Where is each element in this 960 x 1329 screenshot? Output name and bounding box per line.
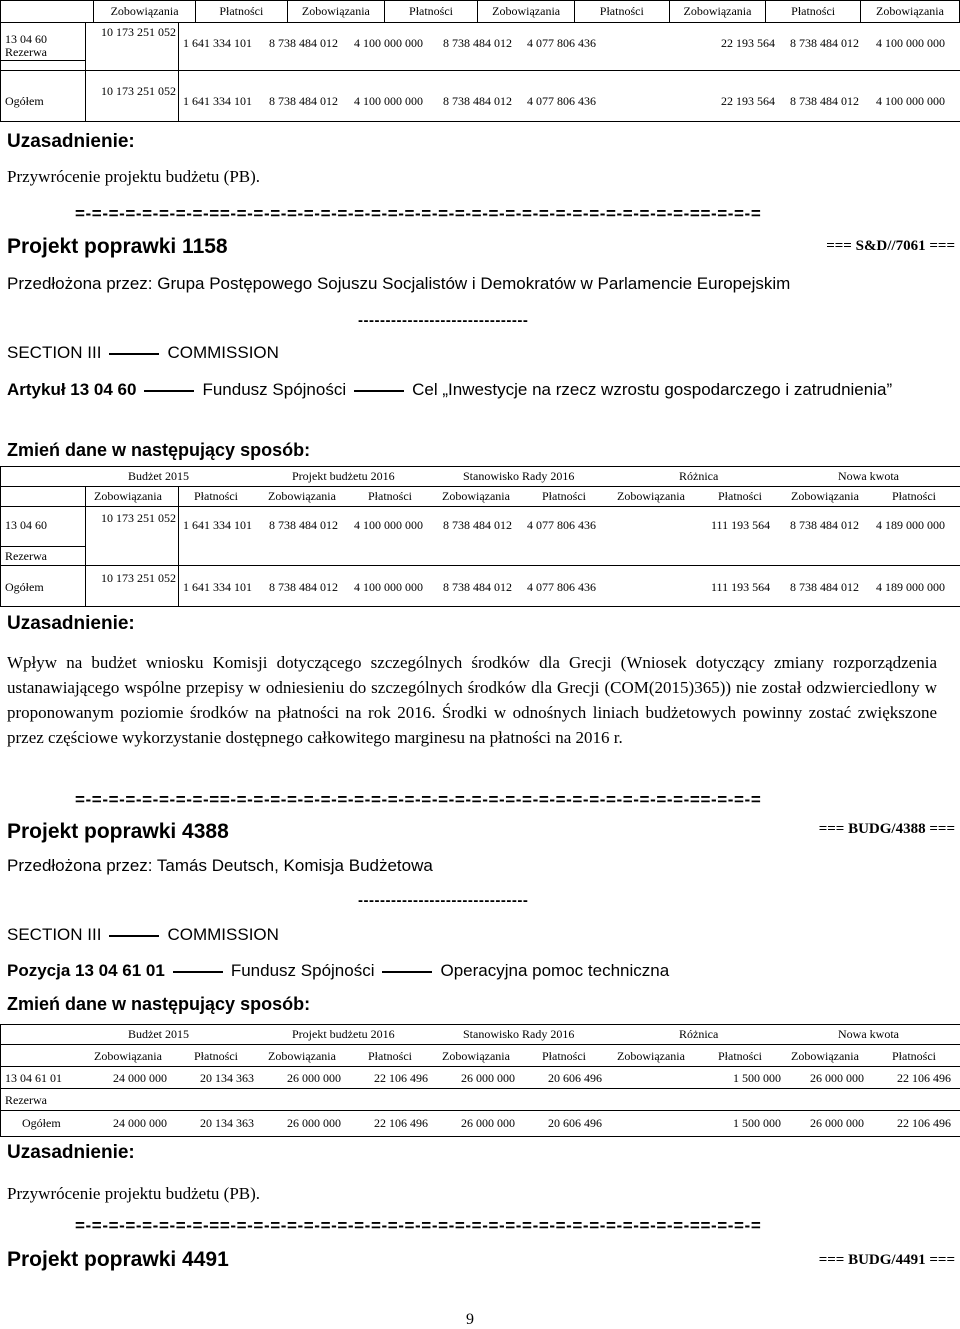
separator: =-=-=-=-=-=-=-=-==-=-=-=-=-=-=-=-=-=-=-=-=-=-=-=-=-=-=-=-=-=-=-=-=-=-=-=-==-=-=-= [75,790,762,809]
cell: 26 000 000 [287,1071,341,1085]
submitted-by: Przedłożona przez: Grupa Postępowego Sojuszu Socjalistów i Demokratów w Parlamencie Europejskim [7,274,791,293]
amendment-reference: === BUDG/4491 === [818,1252,955,1268]
change-instruction: Zmień dane w następujący sposób: [7,440,311,460]
cell: 20 606 496 [548,1116,602,1130]
col-header: Zobowiązania [442,489,510,503]
reserve-label: Rezerwa [5,45,47,59]
cell: 111 193 564 [711,580,771,594]
col-header: Płatności [892,489,936,503]
col-header: Zobowiązania [268,489,336,503]
amendment-reference: === S&D//7061 === [826,238,955,254]
col-header: Zobowiązania [442,1049,510,1063]
top-budget-table [0,0,960,23]
cell: 4 189 000 000 [876,518,945,532]
cell: 8 738 484 012 [790,94,859,108]
justification-heading: Uzasadnienie: [7,613,135,634]
amendment-reference: === BUDG/4388 === [818,821,955,837]
section-line [7,925,279,945]
cell: 8 738 484 012 [269,36,338,50]
cell: 26 000 000 [810,1116,864,1130]
group-header: Budżet 2015 [128,469,189,483]
col-header: Zobowiązania [94,1049,162,1063]
cell: 22 193 564 [721,36,775,50]
cell: 4 100 000 000 [876,94,945,108]
dash-line: ------------------------------- [358,892,529,909]
row-label: 13 04 60 [5,518,47,532]
section-number: SECTION III [7,343,102,362]
group-header: Nowa kwota [838,469,899,483]
group-header: Stanowisko Rady 2016 [463,1027,575,1041]
cell: 26 000 000 [461,1116,515,1130]
cell: 22 106 496 [374,1071,428,1085]
col-header: Zobowiązania [669,1,766,23]
row-label: 13 04 61 01 [5,1071,62,1085]
reserve-label: Rezerwa [5,549,47,563]
cell: 4 100 000 000 [876,36,945,50]
cell: 26 000 000 [810,1071,864,1085]
page-number: 9 [466,1311,474,1328]
col-header: Płatności [195,1,287,23]
cell: 4 077 806 436 [527,94,596,108]
group-header: Różnica [679,1027,719,1041]
group-header: Stanowisko Rady 2016 [463,469,575,483]
cell: 4 077 806 436 [527,580,596,594]
position-number: Pozycja 13 04 61 01 [7,961,165,980]
justification-heading: Uzasadnienie: [7,1142,135,1163]
justification-text: Wpływ na budżet wniosku Komisji dotyczącego szczególnych środków dla Grecji (Wniosek dotyczący zmiany rozporządzenia ustanawiającego wspólne przepisy w odniesieniu do szczególnych środków dla Grecji (COM(2015)365)) nie został odzwierciedlony w proponowanym poziomie środków na płatności na rok 2016. Środki w odnośnych liniach budżetowych powinny zostać zwiększone przez częściowe wykorzystanie dostępnego całkowitego marginesu na płatności na 2016 r. [7,653,937,747]
col-header: Płatności [194,1049,238,1063]
col-header: Płatności [575,1,670,23]
cell: 20 134 363 [200,1116,254,1130]
col-header: Płatności [368,489,412,503]
cell: 20 606 496 [548,1071,602,1085]
col-header: Płatności [542,1049,586,1063]
cell: 26 000 000 [461,1071,515,1085]
cell: 4 100 000 000 [354,36,423,50]
article-number: Artykuł 13 04 60 [7,380,137,399]
cell: 8 738 484 012 [443,518,512,532]
col-header: Zobowiązania [268,1049,336,1063]
cell: 22 106 496 [897,1116,951,1130]
col-header: Płatności [542,489,586,503]
col-header: Płatności [892,1049,936,1063]
cell: 111 193 564 [711,518,771,532]
section-number: SECTION III [7,925,102,944]
article-title-1: Fundusz Spójności [202,380,347,399]
change-instruction: Zmień dane w następujący sposób: [7,994,311,1014]
article-title-2: Cel „Inwestycje na rzecz wzrostu gospodarczego i zatrudnienia” [412,380,893,399]
total-label: Ogółem [5,580,44,594]
cell: 8 738 484 012 [443,36,512,50]
reserve-label: Rezerwa [5,1093,47,1107]
total-label: Ogółem [22,1116,61,1130]
group-header: Projekt budżetu 2016 [292,1027,395,1041]
cell: 4 100 000 000 [354,518,423,532]
cell: 1 500 000 [733,1071,781,1085]
budget-table-4388 [0,1024,960,1136]
dash-line: ------------------------------- [358,312,529,329]
total-label: Ogółem [5,94,44,108]
col-header: Zobowiązania [94,489,162,503]
col-header: Płatności [718,489,762,503]
cell: 24 000 000 [113,1116,167,1130]
justification-text: Przywrócenie projektu budżetu (PB). [7,1184,261,1203]
budget-code: 10 173 251 052 [101,511,176,525]
position-line [7,961,669,981]
cell: 20 134 363 [200,1071,254,1085]
cell: 24 000 000 [113,1071,167,1085]
section-name: COMMISSION [167,343,279,362]
col-header: Zobowiązania [791,1049,859,1063]
justification-heading: Uzasadnienie: [7,131,135,152]
budget-code: 10 173 251 052 [101,571,176,585]
group-header: Projekt budżetu 2016 [292,469,395,483]
col-header: Zobowiązania [860,1,959,23]
section-name: COMMISSION [167,925,279,944]
col-header: Płatności [384,1,477,23]
submitted-by: Przedłożona przez: Tamás Deutsch, Komisja Budżetowa [7,856,433,875]
cell: 8 738 484 012 [443,94,512,108]
cell: 1 500 000 [733,1116,781,1130]
cell: 1 641 334 101 [183,36,252,50]
cell: 22 106 496 [374,1116,428,1130]
justification-text: Przywrócenie projektu budżetu (PB). [7,167,261,186]
section-line [7,343,279,363]
col-header: Zobowiązania [617,489,685,503]
budget-code: 10 173 251 052 [101,84,176,98]
cell: 8 738 484 012 [269,580,338,594]
cell: 4 189 000 000 [876,580,945,594]
cell: 26 000 000 [287,1116,341,1130]
cell: 8 738 484 012 [269,94,338,108]
cell: 8 738 484 012 [790,580,859,594]
row-label: 13 04 60 [5,32,47,46]
group-header: Nowa kwota [838,1027,899,1041]
col-header: Zobowiązania [94,1,195,23]
cell: 4 100 000 000 [354,580,423,594]
cell: 8 738 484 012 [790,518,859,532]
group-header: Budżet 2015 [128,1027,189,1041]
position-title-2: Operacyjna pomoc techniczna [440,961,670,980]
cell: 4 100 000 000 [354,94,423,108]
amendment-title: Projekt poprawki 4491 [7,1248,229,1271]
cell: 1 641 334 101 [183,518,252,532]
col-header: Płatności [368,1049,412,1063]
cell: 4 077 806 436 [527,36,596,50]
amendment-title: Projekt poprawki 4388 [7,820,229,843]
separator: =-=-=-=-=-=-=-=-==-=-=-=-=-=-=-=-=-=-=-=-=-=-=-=-=-=-=-=-=-=-=-=-=-=-=-=-==-=-=-= [75,1216,762,1235]
col-header: Zobowiązania [288,1,385,23]
cell: 1 641 334 101 [183,94,252,108]
cell: 4 077 806 436 [527,518,596,532]
budget-table-1158 [0,466,960,606]
col-header: Płatności [766,1,861,23]
article-line [7,378,937,402]
amendment-title: Projekt poprawki 1158 [7,235,228,258]
group-header: Różnica [679,469,719,483]
cell: 8 738 484 012 [443,580,512,594]
col-header: Płatności [194,489,238,503]
separator: =-=-=-=-=-=-=-=-==-=-=-=-=-=-=-=-=-=-=-=-=-=-=-=-=-=-=-=-=-=-=-=-=-=-=-=-==-=-=-= [75,204,762,223]
cell: 8 738 484 012 [269,518,338,532]
top-table-body [0,22,960,122]
col-header: Płatności [718,1049,762,1063]
cell: 1 641 334 101 [183,580,252,594]
col-header: Zobowiązania [791,489,859,503]
budget-code: 10 173 251 052 [101,25,176,39]
cell: 22 106 496 [897,1071,951,1085]
cell: 8 738 484 012 [790,36,859,50]
col-header: Zobowiązania [478,1,575,23]
position-title-1: Fundusz Spójności [230,961,375,980]
table-header-row [1,1,960,23]
col-header: Zobowiązania [617,1049,685,1063]
cell: 22 193 564 [721,94,775,108]
